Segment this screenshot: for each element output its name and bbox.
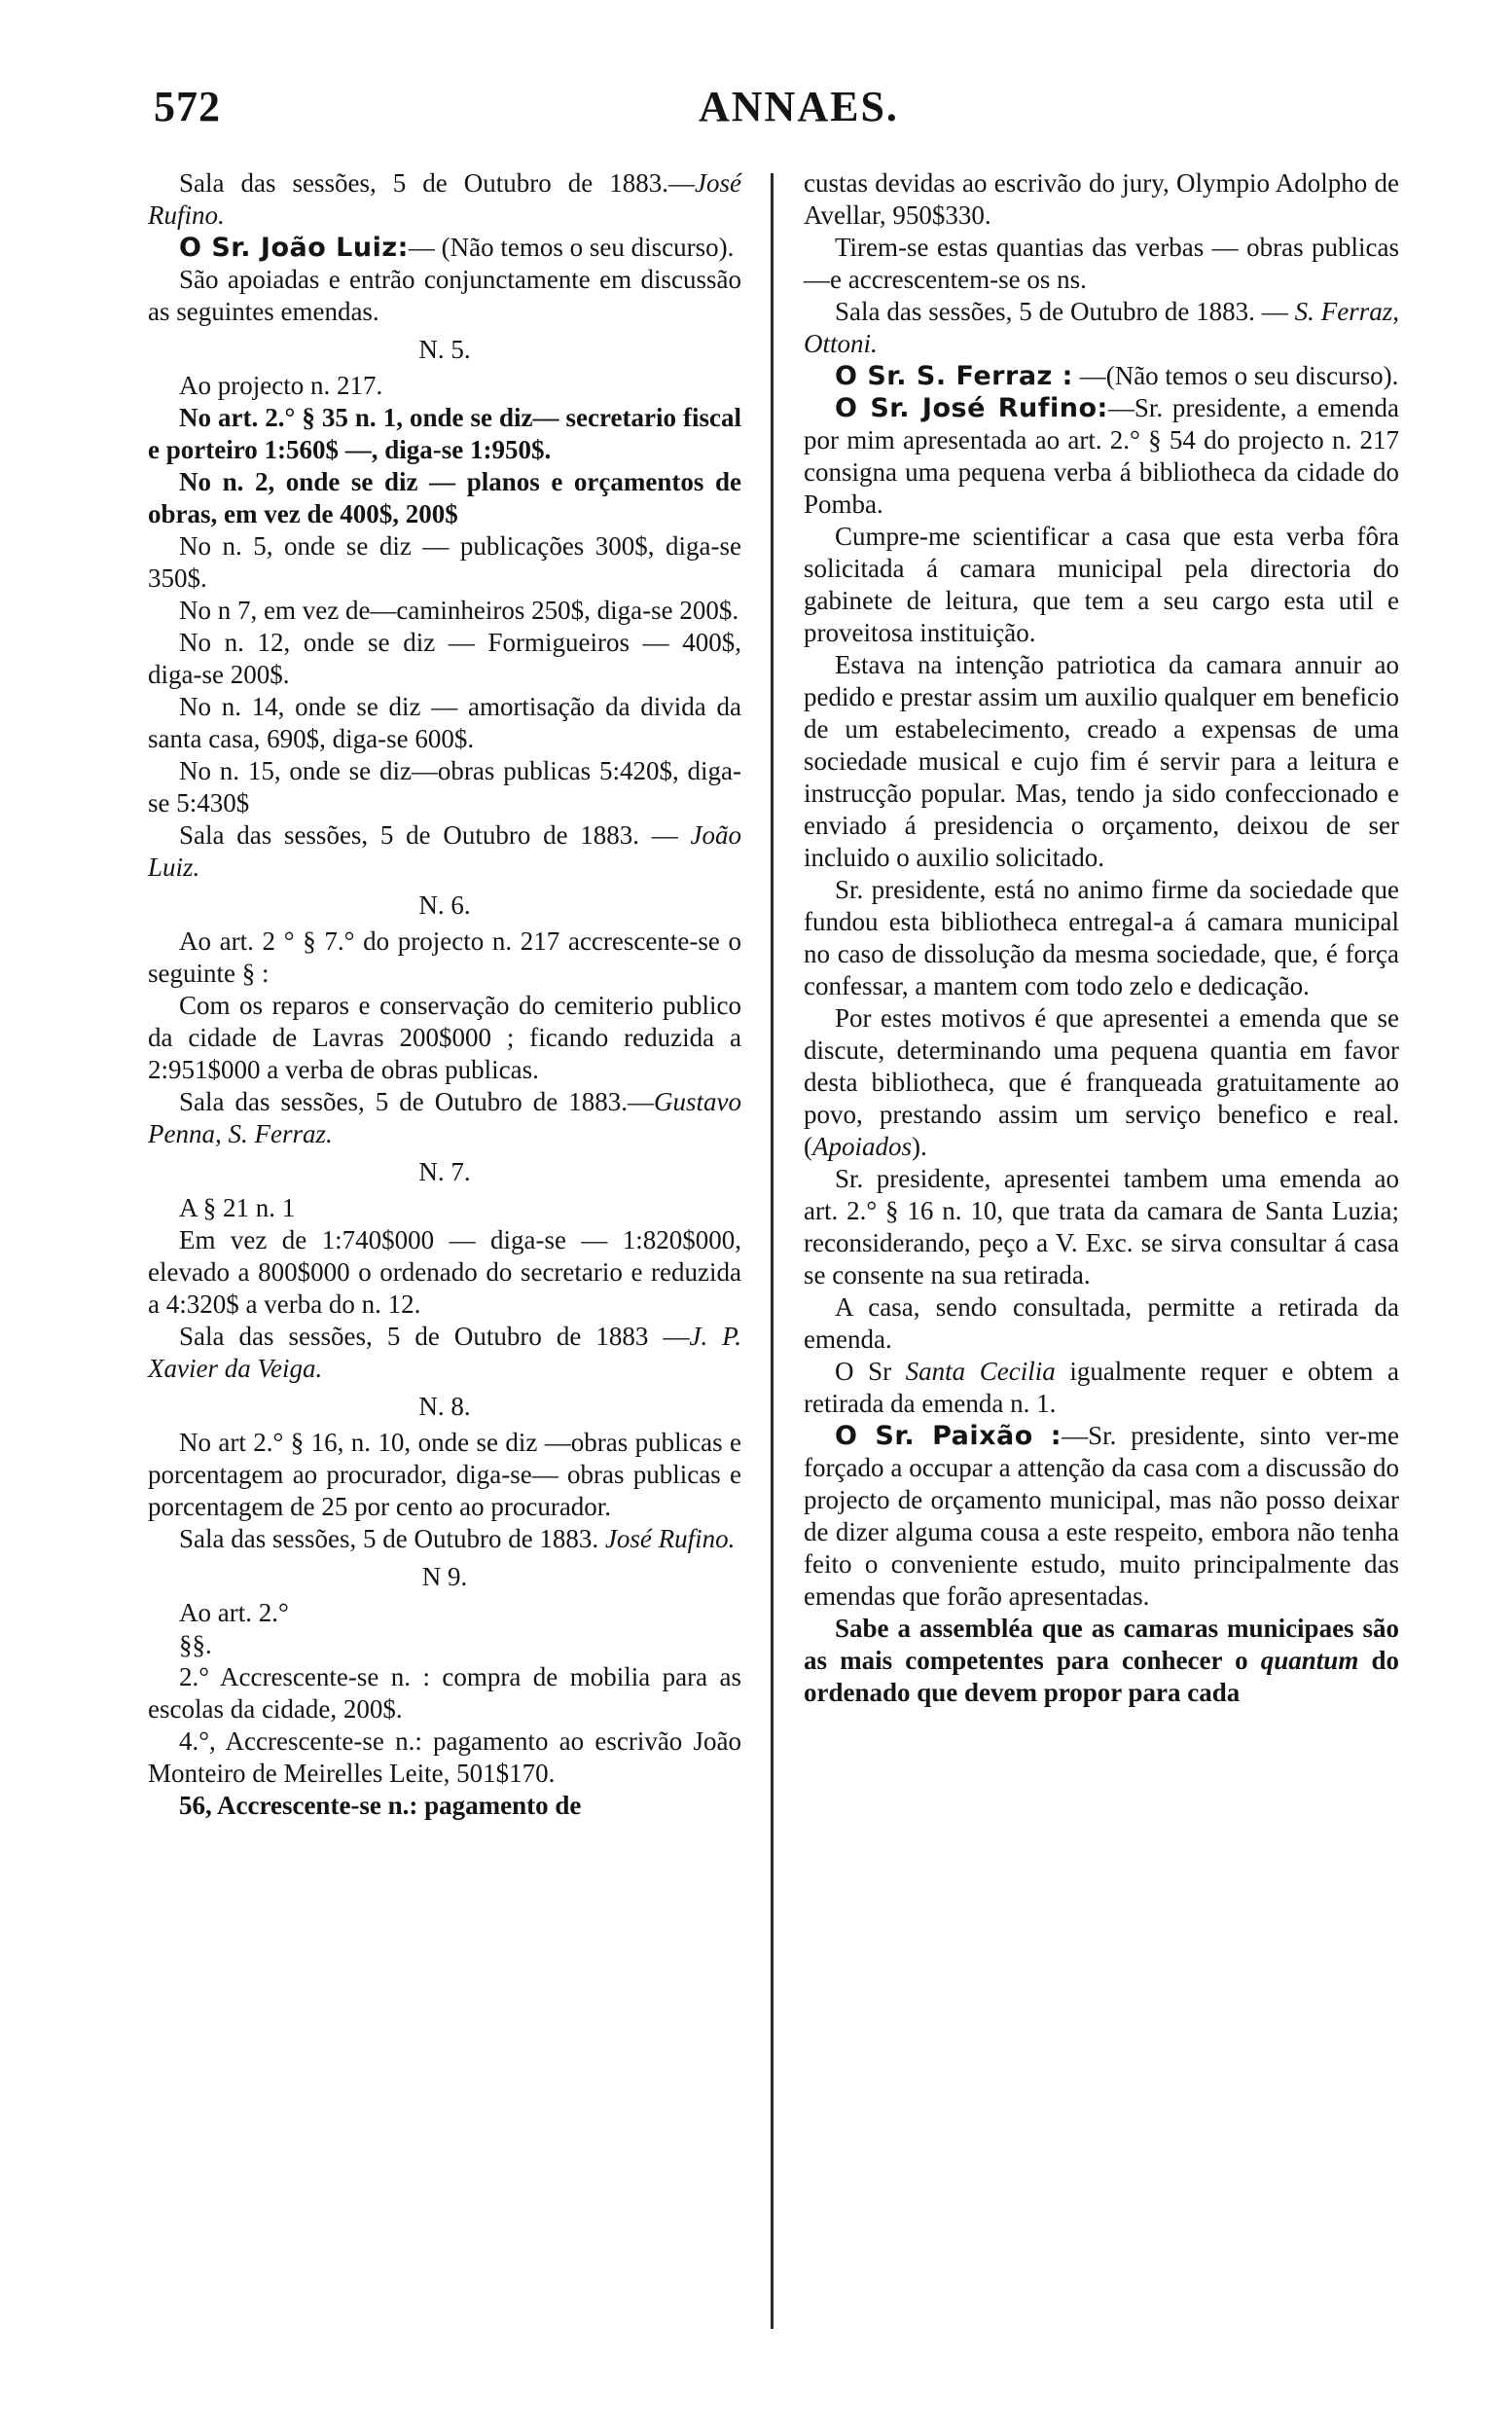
paragraph: A § 21 n. 1 (179, 1193, 296, 1222)
speaker-paragraph: O Sr. S. Ferraz : —(Não temos o seu discurso). (835, 361, 1399, 391)
speaker-paragraph: O Sr. Paixão :—Sr. presidente, sinto ver-me forçado a occupar a attenção da casa com a discussão do projecto de orçamento municipal, mas não posso deixar de dizer alguma cousa a este respeito, embora não tenha feito o conveniente estudo, muito principalmente das emendas que forão apresentadas. (804, 1421, 1399, 1611)
speaker-name: O Sr. José Rufino: (835, 393, 1108, 423)
speaker-paragraph: O Sr. José Rufino:—Sr. presidente, a emenda por mim apresentada ao art. 2.° § 54 do projecto n. 217 consigna uma pequena verba á bibliotheca da cidade do Pomba. (804, 393, 1399, 519)
paragraph: No art 2.° § 16, n. 10, onde se diz —obras publicas e porcentagem ao procurador, diga-se— obras publicas e porcentagem de 25 por cento ao procurador. (148, 1428, 741, 1521)
paragraph: No n. 2, onde se diz — planos e orçamentos de obras, em vez de 400$, 200$ (148, 467, 741, 528)
paragraph: O Sr Santa Cecilia igualmente requer e obtem a retirada da emenda n. 1. (804, 1357, 1399, 1418)
amendment-heading: N 9. (421, 1562, 468, 1591)
paragraph: 56, Accrescente-se n.: pagamento de (179, 1791, 582, 1820)
paragraph: Ao art. 2 ° § 7.° do projecto n. 217 accrescente-se o seguinte § : (148, 926, 741, 988)
amendment-heading: N. 5. (418, 335, 471, 364)
paragraph: Cumpre-me scientificar a casa que esta verba fôra solicitada á camara municipal pela directoria do gabinete de leitura, que tem a seu cargo esta util e proveitosa instituição. (804, 522, 1399, 647)
paragraph: Sabe a assembléa que as camaras municipaes são as mais competentes para conhecer o quantum do ordenado que devem propor para cada (804, 1614, 1399, 1707)
signature-paragraph: Sala das sessões, 5 de Outubro de 1883. — João Luiz. (148, 820, 741, 882)
paragraph: Por estes motivos é que apresentei a emenda que se discute, determinando uma pequena quantia em favor desta bibliotheca, que é franqueada gratuitamente ao povo, prestando assim um serviço benefico e real. (Apoiados). (804, 1003, 1399, 1161)
signature: S. Ferraz. (228, 1119, 333, 1148)
signature: José Rufino. (604, 1524, 736, 1553)
paragraph: No n. 15, onde se diz—obras publicas 5:420$, diga-se 5:430$ (148, 756, 741, 817)
paragraph: A casa, sendo consultada, permitte a retirada da emenda. (804, 1292, 1399, 1354)
column-divider (771, 173, 774, 2329)
signature-paragraph: Sala das sessões, 5 de Outubro de 1883. — S. Ferraz, Ottoni. (804, 297, 1400, 358)
paragraph: No n. 5, onde se diz — publicações 300$, diga-se 350$. (148, 531, 741, 593)
paragraph: Com os reparos e conservação do cemiterio publico da cidade de Lavras 200$000 ; ficando reduzida a 2:951$000 a verba de obras publicas. (148, 991, 741, 1084)
paragraph: 4.°, Accrescente-se n.: pagamento ao escrivão João Monteiro de Meirelles Leite, 501$170. (148, 1726, 741, 1788)
paragraph: Sr. presidente, apresentei tambem uma emenda ao art. 2.° § 16 n. 10, que trata da camara de Santa Luzia; reconsiderando, peço a V. Exc. se sirva consultar á casa se consente na sua retirada. (804, 1164, 1399, 1289)
right-column (804, 167, 1399, 1709)
speaker-name: O Sr. S. Ferraz : (835, 361, 1073, 391)
paragraph: §§. (179, 1630, 212, 1659)
signature-paragraph: Sala das sessões, 5 de Outubro de 1883.—José Rufino. (148, 168, 741, 230)
signature: Gustavo Penna, (148, 1087, 741, 1148)
signature-paragraph: Sala das sessões, 5 de Outubro de 1883 —J. P. Xavier da Veiga. (148, 1322, 741, 1383)
paragraph: No art. 2.° § 35 n. 1, onde se diz— secretario fiscal e porteiro 1:560$ —, diga-se 1:950$. (148, 403, 741, 464)
speaker-paragraph: O Sr. João Luiz:— (Não temos o seu discurso). (179, 233, 735, 263)
paragraph: No n 7, em vez de—caminheiros 250$, diga-se 200$. (179, 596, 739, 625)
paragraph: Em vez de 1:740$000 — diga-se — 1:820$000, elevado a 800$000 o ordenado do secretario e reduzida a 4:320$ a verba do n. 12. (148, 1225, 741, 1319)
signature-paragraph: Sala das sessões, 5 de Outubro de 1883.—Gustavo Penna, S. Ferraz. (148, 1087, 741, 1148)
running-title: ANNAES. (699, 83, 899, 130)
signature-paragraph: Sala das sessões, 5 de Outubro de 1883. José Rufino. (179, 1524, 736, 1553)
signature: J. P. Xavier da Veiga. (148, 1322, 741, 1383)
amendment-heading: N. 8. (418, 1392, 471, 1421)
paragraph: Ao art. 2.° (179, 1598, 289, 1627)
paragraph: No n. 12, onde se diz — Formigueiros — 400$, diga-se 200$. (148, 628, 741, 689)
speaker-name: O Sr. João Luiz: (179, 233, 409, 263)
paragraph: Ao projecto n. 217. (179, 371, 383, 400)
speaker-name: O Sr. Paixão : (835, 1421, 1062, 1451)
amendment-heading: N. 6. (418, 890, 471, 920)
amendment-heading: N. 7. (418, 1157, 471, 1186)
paragraph: No n. 14, onde se diz — amortisação da divida da santa casa, 690$, diga-se 600$. (148, 692, 741, 753)
paragraph: São apoiadas e entrão conjunctamente em discussão as seguintes emendas. (148, 265, 741, 326)
signature: S. Ferraz, Ottoni. (804, 297, 1400, 358)
paragraph: custas devidas ao escrivão do jury, Olympio Adolpho de Avellar, 950$330. (804, 168, 1399, 230)
signature: João Luiz. (148, 820, 741, 882)
paragraph: Tirem-se estas quantias das verbas — obras publicas—e accrescentem-se os ns. (804, 233, 1399, 294)
signature: José Rufino. (148, 168, 741, 230)
page-number: 572 (154, 83, 221, 130)
paragraph: Sr. presidente, está no animo firme da sociedade que fundou esta bibliotheca entregal-a á camara municipal no caso de dissolução da mesma sociedade, que, é força confessar, a mantem com todo zelo e dedicação. (804, 875, 1399, 1000)
paragraph: Estava na intenção patriotica da camara annuir ao pedido e prestar assim um auxilio qualquer em beneficio de um estabelecimento, creado a expensas de uma sociedade musical e cujo fim é servir para a leitura e instrucção popular. Mas, tendo ja sido confeccionado e enviado á presidencia o orçamento, deixou de ser incluido o auxilio solicitado. (804, 650, 1399, 872)
paragraph: 2.° Accrescente-se n. : compra de mobilia para as escolas da cidade, 200$. (148, 1662, 741, 1724)
left-column (148, 167, 741, 1822)
